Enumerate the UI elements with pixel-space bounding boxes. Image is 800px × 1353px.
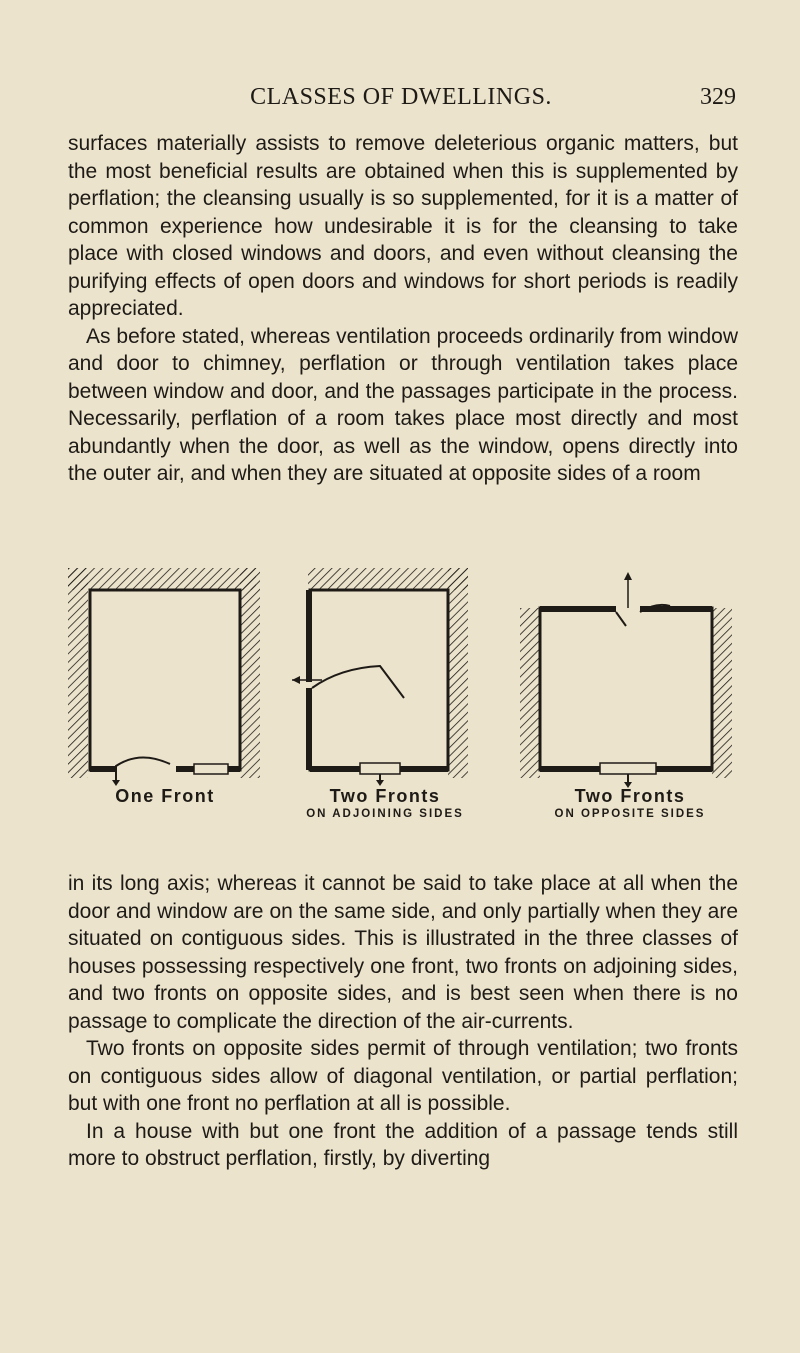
room-outline [310, 590, 448, 770]
room-outline [540, 608, 712, 770]
window [194, 764, 228, 774]
wall-left [520, 608, 540, 778]
caption-subtitle: ON ADJOINING SIDES [306, 808, 464, 820]
plan-one-front [68, 568, 260, 786]
caption-two-fronts-opposite [530, 786, 730, 822]
paragraph: surfaces materially assists to remove deleterious organic matters, but the most beneficial results are obtained when this is supplemented by perflation; the cleansing usually is so supplemented, for it is a matter of common experience how undesirable it is for the cleansing to take place with closed windows and doors, and even without cleansing the purifying effects of open doors and windows for short periods is readily appreciated. [68, 132, 738, 320]
plan-two-fronts-opposite [520, 572, 732, 788]
arrow-head [292, 676, 300, 684]
paragraph: In a house with but one front the addition of a passage tends still more to obstruct perflation, firstly, by diverting [68, 1119, 738, 1170]
paragraph: As before stated, whereas ventilation proceeds ordinarily from window and door to chimney, perflation or through ventilation takes place between window and door, and the passages participate in the process. Necessarily, perflation of a room takes place most directly and most abundantly when the door, as well as the window, opens directly into the outer air, and when they are situated at opposite sides of a room [68, 324, 738, 485]
running-head: CLASSES OF DWELLINGS. [250, 84, 552, 110]
wall-top [308, 568, 468, 590]
paragraph: in its long axis; whereas it cannot be said to take place at all when the door and window are on the same side, and only partially when they are situated on contiguous sides. This is illustrated in the three classes of houses possessing respectively one front, two fronts on adjoining sides, and two fronts on opposite sides, and is best seen when there is no passage to complicate the direction of the air-currents. [68, 872, 738, 1033]
caption-title: Two Fronts [329, 786, 441, 806]
arrow-head [624, 572, 632, 580]
wall-top [68, 568, 256, 590]
figure-floor-plans [60, 568, 750, 858]
caption-two-fronts-adjoining [285, 786, 485, 822]
wall-right [448, 568, 468, 778]
page-header [66, 84, 736, 124]
paragraph: Two fronts on opposite sides permit of through ventilation; two fronts on contiguous sides allow of diagonal ventilation, or partial perflation; but with one front no perflation at all is possible. [68, 1037, 738, 1115]
wall-right [712, 608, 732, 778]
window [360, 763, 400, 774]
caption-title: One Front [115, 786, 215, 806]
room-outline [90, 590, 240, 770]
caption-title: Two Fronts [574, 786, 686, 806]
window [600, 763, 656, 774]
wall-right [240, 568, 260, 778]
text-block-bottom [68, 870, 738, 1173]
wall-left [68, 568, 88, 778]
text-block-top [68, 130, 738, 488]
caption-one-front [70, 786, 260, 806]
plan-two-fronts-adjoining [292, 568, 468, 786]
caption-subtitle: ON OPPOSITE SIDES [554, 808, 706, 820]
page-number: 329 [700, 84, 736, 110]
door-gap [116, 764, 176, 774]
